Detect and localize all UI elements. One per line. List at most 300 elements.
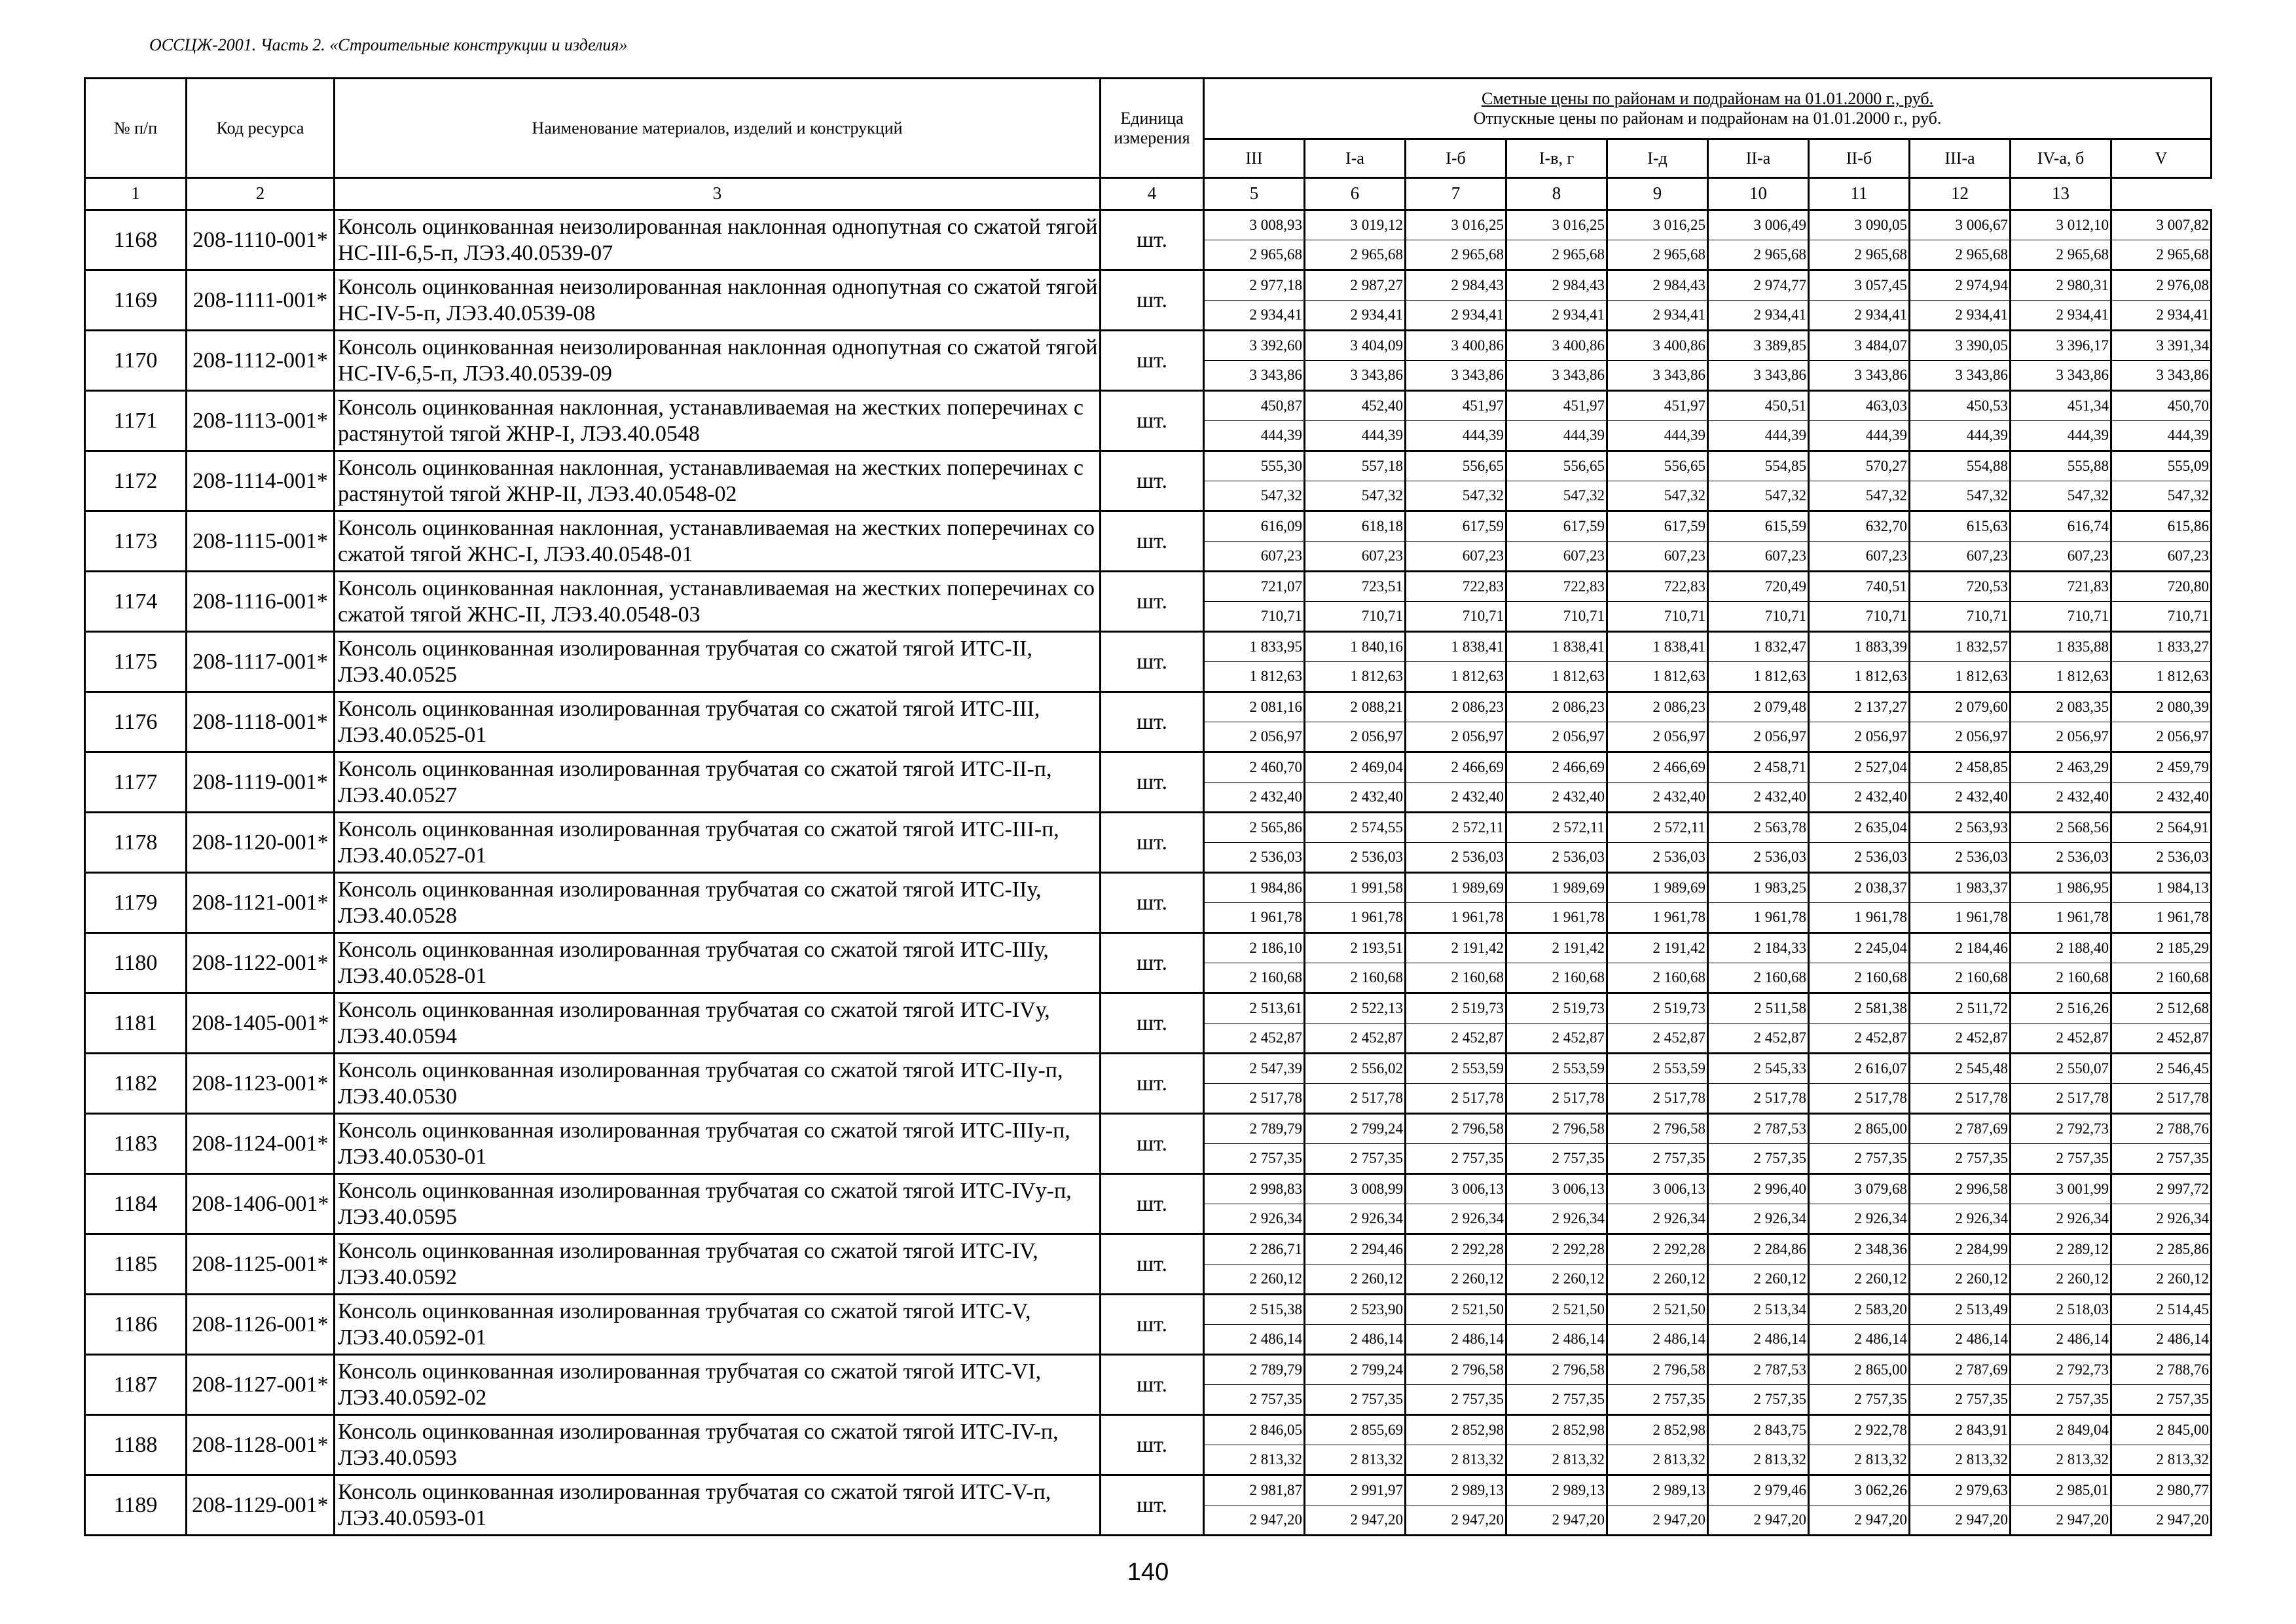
price-cell	[1708, 1415, 1809, 1475]
price-cell	[1305, 873, 1406, 933]
release-price: 2 757,35	[2156, 1391, 2210, 1407]
item-name: Консоль оцинкованная изолированная трубчатая со сжатой тягой ИТС-IVу-п, ЛЭЗ.40.0595	[335, 1174, 1101, 1234]
release-price: 1 812,63	[1753, 668, 1806, 684]
header-no: № п/п	[85, 79, 187, 178]
release-price: 2 947,20	[1955, 1511, 2008, 1528]
price-cell	[1910, 1475, 2011, 1536]
release-price: 2 486,14	[1350, 1331, 1403, 1347]
price-cell	[1708, 511, 1809, 572]
release-price: 2 757,35	[1249, 1391, 1302, 1407]
price-cell	[2011, 572, 2111, 632]
table-row	[85, 451, 2212, 511]
price-cell	[1305, 451, 1406, 511]
release-price: 2 432,40	[1350, 788, 1403, 805]
resource-code: 208-1120-001*	[187, 813, 335, 873]
estimate-price: 723,51	[1305, 572, 1404, 602]
unit: шт.	[1101, 632, 1204, 692]
estimate-price: 2 616,07	[1810, 1054, 1908, 1084]
estimate-price: 556,65	[1406, 452, 1505, 481]
price-cell	[1305, 1415, 1406, 1475]
row-number: 1180	[85, 933, 187, 993]
estimate-price: 740,51	[1810, 572, 1908, 602]
estimate-price: 2 865,00	[1810, 1356, 1908, 1385]
price-cell	[2111, 391, 2212, 451]
item-name: Консоль оцинкованная изолированная трубчатая со сжатой тягой ИТС-V, ЛЭЗ.40.0592-01	[335, 1295, 1101, 1355]
price-cell	[1809, 210, 1910, 270]
estimate-price: 2 460,70	[1205, 753, 1303, 783]
table-row	[85, 1475, 2212, 1536]
release-price: 2 757,35	[1350, 1150, 1403, 1166]
item-name: Консоль оцинкованная неизолированная наклонная однопутная со сжатой тягой НС-IV-5-п, ЛЭЗ.40.0539-08	[335, 270, 1101, 331]
price-cell	[1809, 1114, 1910, 1174]
table-row	[85, 692, 2212, 752]
price-cell	[2011, 813, 2111, 873]
price-cell	[1204, 210, 1305, 270]
release-price: 2 517,78	[2056, 1090, 2109, 1106]
estimate-price: 721,83	[2011, 572, 2110, 602]
price-cell	[2111, 572, 2212, 632]
price-cell	[1910, 511, 2011, 572]
item-name: Консоль оцинкованная изолированная трубчатая со сжатой тягой ИТС-II-п, ЛЭЗ.40.0527	[335, 752, 1101, 813]
release-price: 2 536,03	[1854, 849, 1907, 865]
estimate-price: 2 563,93	[1910, 813, 2009, 843]
item-name: Консоль оцинкованная изолированная трубчатая со сжатой тягой ИТС-IIIу, ЛЭЗ.40.0528-01	[335, 933, 1101, 993]
release-price: 3 343,86	[1652, 367, 1705, 383]
price-cell	[1204, 511, 1305, 572]
release-price: 2 757,35	[1753, 1150, 1806, 1166]
estimate-price: 2 516,26	[2011, 994, 2110, 1024]
estimate-price: 3 006,49	[1709, 211, 1808, 240]
estimate-price: 2 289,12	[2011, 1235, 2110, 1264]
price-cell	[1910, 752, 2011, 813]
price-cell	[2011, 331, 2111, 391]
estimate-price: 2 563,78	[1709, 813, 1808, 843]
estimate-price: 2 998,83	[1205, 1175, 1303, 1204]
estimate-price: 2 792,73	[2011, 1115, 2110, 1144]
price-cell	[2011, 1295, 2111, 1355]
table-row	[85, 933, 2212, 993]
price-cell	[1607, 331, 1708, 391]
price-cell	[2111, 813, 2212, 873]
price-cell	[1506, 873, 1607, 933]
release-price: 2 926,34	[1249, 1210, 1302, 1227]
price-cell	[1607, 1415, 1708, 1475]
price-cell	[1305, 1174, 1406, 1234]
item-name: Консоль оцинкованная наклонная, устанавливаемая на жестких поперечинах с растянутой тягой ЖНР-I, ЛЭЗ.40.0548	[335, 391, 1101, 451]
header-code: Код ресурса	[187, 79, 335, 178]
release-price: 2 452,87	[2056, 1029, 2109, 1046]
release-price: 2 160,68	[1753, 969, 1806, 986]
price-cell	[1305, 1355, 1406, 1415]
release-price: 2 934,41	[1552, 306, 1605, 323]
header-column-number: 2	[187, 178, 335, 210]
price-cell	[2111, 451, 2212, 511]
price-cell	[1204, 752, 1305, 813]
release-price: 2 947,20	[1753, 1511, 1806, 1528]
price-cell	[1204, 270, 1305, 331]
release-price: 2 452,87	[1652, 1029, 1705, 1046]
release-price: 2 486,14	[1249, 1331, 1302, 1347]
estimate-price: 2 292,28	[1608, 1235, 1707, 1264]
estimate-price: 2 556,02	[1305, 1054, 1404, 1084]
estimate-price: 2 547,39	[1205, 1054, 1303, 1084]
row-number: 1181	[85, 993, 187, 1054]
resource-code: 208-1128-001*	[187, 1415, 335, 1475]
price-cell	[1910, 933, 2011, 993]
price-cell	[1406, 993, 1506, 1054]
price-cell	[1204, 692, 1305, 752]
unit: шт.	[1101, 511, 1204, 572]
header-zone: I-а	[1305, 139, 1406, 178]
release-price: 2 160,68	[1955, 969, 2008, 986]
release-price: 2 260,12	[1451, 1270, 1504, 1287]
unit: шт.	[1101, 933, 1204, 993]
price-cell	[1406, 813, 1506, 873]
release-price: 2 517,78	[1753, 1090, 1806, 1106]
estimate-price: 2 466,69	[1507, 753, 1606, 783]
release-price: 2 432,40	[1652, 788, 1705, 805]
unit: шт.	[1101, 1114, 1204, 1174]
price-cell	[1204, 993, 1305, 1054]
release-price: 2 965,68	[1350, 246, 1403, 263]
estimate-price: 2 796,58	[1608, 1356, 1707, 1385]
price-cell	[1708, 572, 1809, 632]
price-cell	[1406, 1114, 1506, 1174]
estimate-price: 2 521,50	[1608, 1295, 1707, 1325]
price-cell	[2011, 270, 2111, 331]
release-price: 2 517,78	[2156, 1090, 2210, 1106]
price-cell	[1305, 1234, 1406, 1295]
price-cell	[1406, 1475, 1506, 1536]
estimate-price: 2 522,13	[1305, 994, 1404, 1024]
estimate-price: 2 849,04	[2011, 1416, 2110, 1445]
estimate-price: 556,65	[1608, 452, 1707, 481]
release-price: 607,23	[1462, 547, 1504, 564]
release-price: 710,71	[2067, 608, 2109, 624]
resource-code: 208-1126-001*	[187, 1295, 335, 1355]
unit: шт.	[1101, 572, 1204, 632]
estimate-price: 2 518,03	[2011, 1295, 2110, 1325]
price-cell	[1708, 331, 1809, 391]
item-name: Консоль оцинкованная изолированная трубчатая со сжатой тягой ИТС-IV, ЛЭЗ.40.0592	[335, 1234, 1101, 1295]
price-cell	[1506, 1054, 1607, 1114]
estimate-price: 2 193,51	[1305, 934, 1404, 963]
price-cell	[1204, 451, 1305, 511]
release-price: 444,39	[2067, 427, 2109, 443]
estimate-price: 1 832,47	[1709, 633, 1808, 662]
estimate-price: 3 006,67	[1910, 211, 2009, 240]
unit: шт.	[1101, 993, 1204, 1054]
release-price: 2 486,14	[1955, 1331, 2008, 1347]
release-price: 2 813,32	[1955, 1451, 2008, 1467]
price-cell	[1607, 572, 1708, 632]
estimate-price: 451,97	[1507, 392, 1606, 421]
estimate-price: 3 392,60	[1205, 331, 1303, 361]
estimate-price: 2 996,40	[1709, 1175, 1808, 1204]
estimate-price: 2 843,91	[1910, 1416, 2009, 1445]
table-row	[85, 391, 2212, 451]
price-cell	[1607, 1054, 1708, 1114]
estimate-price: 2 855,69	[1305, 1416, 1404, 1445]
resource-code: 208-1406-001*	[187, 1174, 335, 1234]
release-price: 2 947,20	[1854, 1511, 1907, 1528]
estimate-price: 2 984,43	[1406, 271, 1505, 301]
price-cell	[1406, 1415, 1506, 1475]
release-price: 1 812,63	[1652, 668, 1705, 684]
estimate-price: 450,53	[1910, 392, 2009, 421]
header-column-number: 1	[85, 178, 187, 210]
price-cell	[2111, 873, 2212, 933]
resource-code: 208-1405-001*	[187, 993, 335, 1054]
price-cell	[2111, 270, 2212, 331]
price-cell	[1506, 1355, 1607, 1415]
header-zone: I-б	[1406, 139, 1506, 178]
resource-code: 208-1119-001*	[187, 752, 335, 813]
estimate-price: 2 545,33	[1709, 1054, 1808, 1084]
release-price: 547,32	[2167, 487, 2210, 504]
price-cell	[1809, 1415, 1910, 1475]
resource-code: 208-1117-001*	[187, 632, 335, 692]
table-row	[85, 1415, 2212, 1475]
price-cell	[1204, 813, 1305, 873]
item-name: Консоль оцинкованная изолированная трубчатая со сжатой тягой ИТС-V-п, ЛЭЗ.40.0593-01	[335, 1475, 1101, 1536]
estimate-price: 2 787,53	[1709, 1115, 1808, 1144]
price-cell	[2011, 210, 2111, 270]
estimate-price: 2 852,98	[1507, 1416, 1606, 1445]
price-cell	[1809, 692, 1910, 752]
estimate-price: 2 581,38	[1810, 994, 1908, 1024]
estimate-price: 2 459,79	[2112, 753, 2210, 783]
estimate-price: 2 799,24	[1305, 1115, 1404, 1144]
release-price: 2 517,78	[1249, 1090, 1302, 1106]
release-price: 444,39	[1462, 427, 1504, 443]
estimate-price: 2 787,69	[1910, 1356, 2009, 1385]
estimate-price: 2 285,86	[2112, 1235, 2210, 1264]
estimate-price: 1 835,88	[2011, 633, 2110, 662]
price-cell	[1607, 270, 1708, 331]
release-price: 1 961,78	[2056, 909, 2109, 925]
price-cell	[2011, 1415, 2111, 1475]
price-cell	[1204, 632, 1305, 692]
price-cell	[1406, 933, 1506, 993]
estimate-price: 1 984,86	[1205, 874, 1303, 903]
estimate-price: 2 137,27	[1810, 693, 1908, 722]
price-cell	[1607, 511, 1708, 572]
release-price: 2 160,68	[2156, 969, 2210, 986]
estimate-price: 2 981,87	[1205, 1476, 1303, 1505]
release-price: 547,32	[1764, 487, 1806, 504]
estimate-price: 2 292,28	[1507, 1235, 1606, 1264]
price-cell	[1204, 1174, 1305, 1234]
release-price: 2 757,35	[1552, 1150, 1605, 1166]
price-cell	[1910, 210, 2011, 270]
price-cell	[1910, 632, 2011, 692]
release-price: 2 260,12	[1753, 1270, 1806, 1287]
price-cell	[2111, 1295, 2212, 1355]
price-cell	[1607, 1114, 1708, 1174]
release-price: 2 965,68	[1552, 246, 1605, 263]
estimate-price: 2 188,40	[2011, 934, 2110, 963]
estimate-price: 2 519,73	[1608, 994, 1707, 1024]
release-price: 547,32	[1563, 487, 1605, 504]
row-number: 1171	[85, 391, 187, 451]
estimate-price: 2 796,58	[1507, 1356, 1606, 1385]
price-cell	[1809, 451, 1910, 511]
price-cell	[1406, 1355, 1506, 1415]
release-price: 2 452,87	[1350, 1029, 1403, 1046]
price-cell	[1305, 1295, 1406, 1355]
price-cell	[2011, 1234, 2111, 1295]
header-column-number: 5	[1204, 178, 1305, 210]
release-price: 2 452,87	[1854, 1029, 1907, 1046]
row-number: 1178	[85, 813, 187, 873]
estimate-price: 2 458,85	[1910, 753, 2009, 783]
price-cell	[1910, 1415, 2011, 1475]
estimate-price: 2 796,58	[1406, 1356, 1505, 1385]
estimate-price: 2 991,97	[1305, 1476, 1404, 1505]
estimate-price: 1 991,58	[1305, 874, 1404, 903]
price-cell	[1506, 210, 1607, 270]
row-number: 1173	[85, 511, 187, 572]
table-row	[85, 1174, 2212, 1234]
estimate-price: 557,18	[1305, 452, 1404, 481]
header-column-number: 11	[1809, 178, 1910, 210]
estimate-price: 632,70	[1810, 512, 1908, 542]
release-price: 2 947,20	[1350, 1511, 1403, 1528]
price-cell	[1607, 752, 1708, 813]
release-price: 710,71	[1462, 608, 1504, 624]
estimate-price: 1 840,16	[1305, 633, 1404, 662]
release-price: 2 947,20	[1652, 1511, 1705, 1528]
release-price: 1 812,63	[1249, 668, 1302, 684]
estimate-price: 2 466,69	[1608, 753, 1707, 783]
header-zone: III-а	[1910, 139, 2011, 178]
release-price: 3 343,86	[1350, 367, 1403, 383]
estimate-price: 3 006,13	[1507, 1175, 1606, 1204]
price-cell	[1809, 331, 1910, 391]
release-price: 607,23	[1361, 547, 1403, 564]
release-price: 444,39	[1361, 427, 1403, 443]
unit: шт.	[1101, 1234, 1204, 1295]
estimate-price: 3 006,13	[1608, 1175, 1707, 1204]
estimate-price: 616,09	[1205, 512, 1303, 542]
estimate-price: 570,27	[1810, 452, 1908, 481]
price-cell	[1809, 1295, 1910, 1355]
table-row	[85, 1114, 2212, 1174]
price-cell	[2011, 1174, 2111, 1234]
row-number: 1187	[85, 1355, 187, 1415]
row-number: 1170	[85, 331, 187, 391]
estimate-price: 1 833,27	[2112, 633, 2210, 662]
table-row	[85, 1234, 2212, 1295]
release-price: 2 486,14	[1652, 1331, 1705, 1347]
estimate-price: 3 016,25	[1406, 211, 1505, 240]
unit: шт.	[1101, 813, 1204, 873]
unit: шт.	[1101, 210, 1204, 270]
item-name: Консоль оцинкованная наклонная, устанавливаемая на жестких поперечинах со сжатой тягой ЖНС-II, ЛЭЗ.40.0548-03	[335, 572, 1101, 632]
release-price: 710,71	[1764, 608, 1806, 624]
price-cell	[1204, 933, 1305, 993]
price-cell	[1305, 331, 1406, 391]
price-cell	[1910, 391, 2011, 451]
price-cell	[1910, 270, 2011, 331]
release-price: 2 536,03	[1955, 849, 2008, 865]
release-price: 2 486,14	[1854, 1331, 1907, 1347]
estimate-price: 1 989,69	[1507, 874, 1606, 903]
price-cell	[1305, 1475, 1406, 1536]
estimate-price: 3 484,07	[1810, 331, 1908, 361]
estimate-price: 2 788,76	[2112, 1115, 2210, 1144]
price-cell	[1406, 1234, 1506, 1295]
release-price: 2 813,32	[2056, 1451, 2109, 1467]
estimate-price: 452,40	[1305, 392, 1404, 421]
release-price: 2 813,32	[1753, 1451, 1806, 1467]
table-row	[85, 270, 2212, 331]
estimate-price: 2 796,58	[1608, 1115, 1707, 1144]
release-price: 2 056,97	[1652, 728, 1705, 745]
release-price: 1 961,78	[1955, 909, 2008, 925]
release-price: 2 056,97	[1854, 728, 1907, 745]
price-cell	[1809, 511, 1910, 572]
price-cell	[2111, 1174, 2212, 1234]
release-price: 2 486,14	[1451, 1331, 1504, 1347]
estimate-price: 555,88	[2011, 452, 2110, 481]
table-row	[85, 1355, 2212, 1415]
price-cell	[1506, 933, 1607, 993]
row-number: 1177	[85, 752, 187, 813]
price-cell	[1204, 331, 1305, 391]
estimate-price: 2 284,86	[1709, 1235, 1808, 1264]
release-price: 2 965,68	[2056, 246, 2109, 263]
price-cell	[1305, 813, 1406, 873]
release-price: 2 757,35	[1350, 1391, 1403, 1407]
release-price: 2 260,12	[1350, 1270, 1403, 1287]
estimate-price: 2 796,58	[1507, 1115, 1606, 1144]
header-column-number: 12	[1910, 178, 2011, 210]
estimate-price: 2 519,73	[1507, 994, 1606, 1024]
release-price: 2 160,68	[1552, 969, 1605, 986]
estimate-price: 2 974,77	[1709, 271, 1808, 301]
estimate-price: 721,07	[1205, 572, 1303, 602]
unit: шт.	[1101, 1415, 1204, 1475]
estimate-price: 3 008,99	[1305, 1175, 1404, 1204]
price-cell	[1708, 873, 1809, 933]
row-number: 1169	[85, 270, 187, 331]
price-cell	[1809, 1475, 1910, 1536]
price-cell	[1506, 813, 1607, 873]
estimate-price: 2 191,42	[1507, 934, 1606, 963]
estimate-price: 2 519,73	[1406, 994, 1505, 1024]
price-cell	[1204, 873, 1305, 933]
price-cell	[1406, 572, 1506, 632]
estimate-price: 2 191,42	[1608, 934, 1707, 963]
estimate-price: 3 019,12	[1305, 211, 1404, 240]
estimate-price: 3 090,05	[1810, 211, 1908, 240]
price-cell	[2111, 1234, 2212, 1295]
resource-code: 208-1123-001*	[187, 1054, 335, 1114]
item-name: Консоль оцинкованная изолированная трубчатая со сжатой тягой ИТС-IIIу-п, ЛЭЗ.40.0530-01	[335, 1114, 1101, 1174]
price-cell	[1506, 1295, 1607, 1355]
price-cell	[1708, 391, 1809, 451]
release-price: 2 813,32	[1249, 1451, 1302, 1467]
release-price: 2 965,68	[1249, 246, 1302, 263]
price-cell	[1406, 1174, 1506, 1234]
estimate-price: 556,65	[1507, 452, 1606, 481]
estimate-price: 2 789,79	[1205, 1115, 1303, 1144]
estimate-price: 2 553,59	[1608, 1054, 1707, 1084]
table-row	[85, 511, 2212, 572]
release-price: 2 757,35	[2056, 1391, 2109, 1407]
